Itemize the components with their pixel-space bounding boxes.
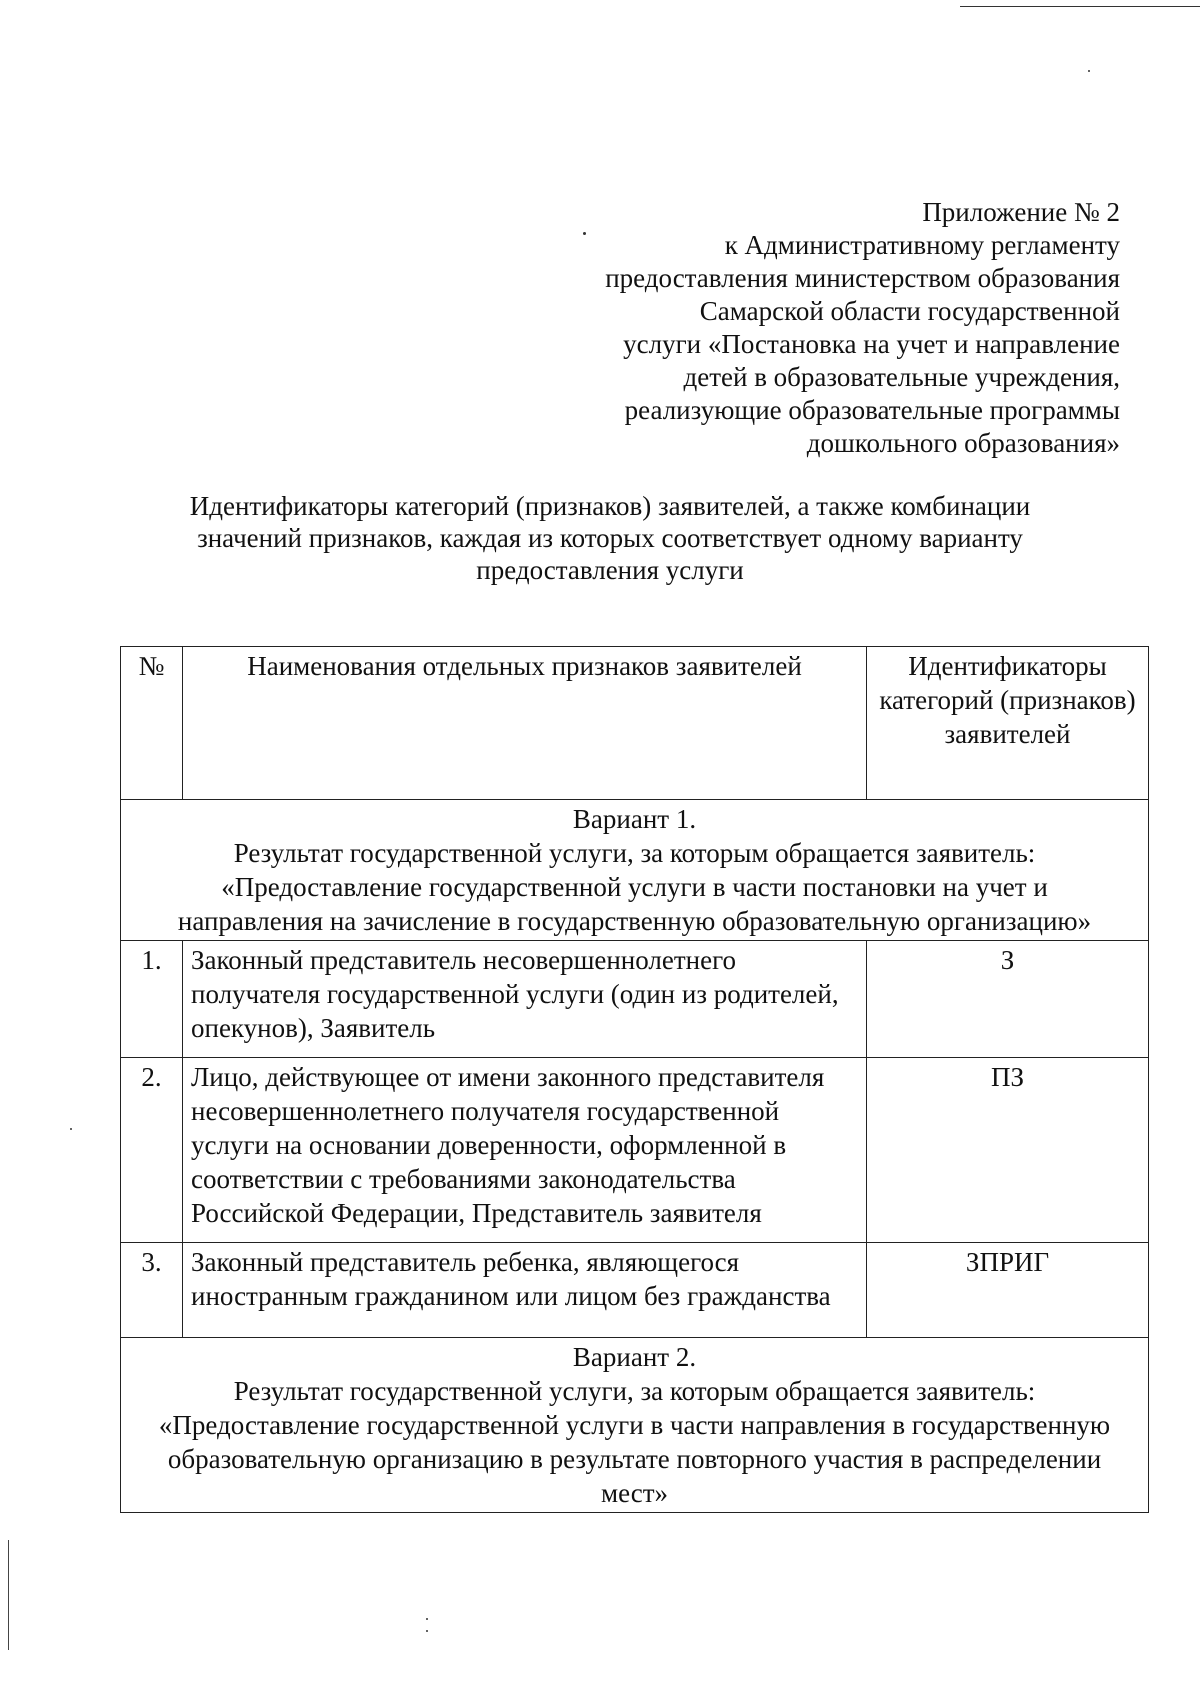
row-name: Лицо, действующее от имени законного представителя несовершеннолетнего получателя государственной услуги на основании доверенности, оформленной в соответствии с требованиями законодательства Российской Федерации, Представитель заявителя — [183, 1058, 867, 1243]
variant-line: мест» — [600, 1478, 669, 1508]
row-num: 1. — [121, 941, 183, 1058]
header-name: Наименования отдельных признаков заявителей — [183, 647, 867, 800]
appendix-line: дошкольного образования» — [806, 428, 1120, 458]
appendix-line: услуги «Постановка на учет и направление — [623, 329, 1120, 359]
variant-line: «Предоставление государственной услуги в части постановки на учет и — [221, 872, 1048, 902]
row-num: 3. — [121, 1243, 183, 1338]
appendix-line: Самарской области государственной — [699, 296, 1120, 326]
header-id: Идентификаторы категорий (признаков) заявителей — [867, 647, 1149, 800]
row-name: Законный представитель ребенка, являющегося иностранным гражданином или лицом без гражданства — [183, 1243, 867, 1338]
scan-speck — [426, 1618, 428, 1620]
appendix-line: Приложение № 2 — [922, 197, 1120, 227]
row-num: 2. — [121, 1058, 183, 1243]
table-row — [121, 1058, 1149, 1243]
appendix-line: детей в образовательные учреждения, — [683, 362, 1120, 392]
table-row — [121, 941, 1149, 1058]
scan-edge-top — [960, 6, 1200, 7]
appendix-header — [560, 196, 1120, 460]
row-id: З — [867, 941, 1149, 1058]
variant-2-cell — [121, 1338, 1149, 1513]
scan-speck — [1088, 70, 1090, 72]
variant-line: образовательную организацию в результате повторного участия в распределении — [167, 1444, 1102, 1474]
variant-line: Результат государственной услуги, за которым обращается заявитель: — [233, 838, 1036, 868]
variant-line: Вариант 1. — [572, 804, 697, 834]
appendix-line: предоставления министерством образования — [605, 263, 1120, 293]
scan-edge-left — [8, 1540, 9, 1650]
variant-line: направления на зачисление в государственную образовательную организацию» — [177, 906, 1092, 936]
title-line: предоставления услуги — [476, 555, 744, 585]
title-line: Идентификаторы категорий (признаков) заявителей, а также комбинации — [189, 491, 1031, 521]
scan-speck — [426, 1630, 428, 1632]
appendix-line: реализующие образовательные программы — [624, 395, 1120, 425]
scan-speck — [70, 1128, 72, 1130]
variant-line: «Предоставление государственной услуги в части направления в государственную — [158, 1410, 1111, 1440]
title-line: значений признаков, каждая из которых соответствует одному варианту — [197, 523, 1023, 553]
row-name: Законный представитель несовершеннолетнего получателя государственной услуги (один из родителей, опекунов), Заявитель — [183, 941, 867, 1058]
variant-row — [121, 800, 1149, 941]
criteria-table — [120, 646, 1149, 1513]
variant-1-cell — [121, 800, 1149, 941]
variant-line: Вариант 2. — [572, 1342, 697, 1372]
appendix-line: к Административному регламенту — [724, 230, 1120, 260]
variant-row — [121, 1338, 1149, 1513]
table-row — [121, 1243, 1149, 1338]
table-header-row — [121, 647, 1149, 800]
variant-line: Результат государственной услуги, за которым обращается заявитель: — [233, 1376, 1036, 1406]
row-id: ПЗ — [867, 1058, 1149, 1243]
document-title — [150, 490, 1070, 586]
header-num: № — [121, 647, 183, 800]
row-id: ЗПРИГ — [867, 1243, 1149, 1338]
